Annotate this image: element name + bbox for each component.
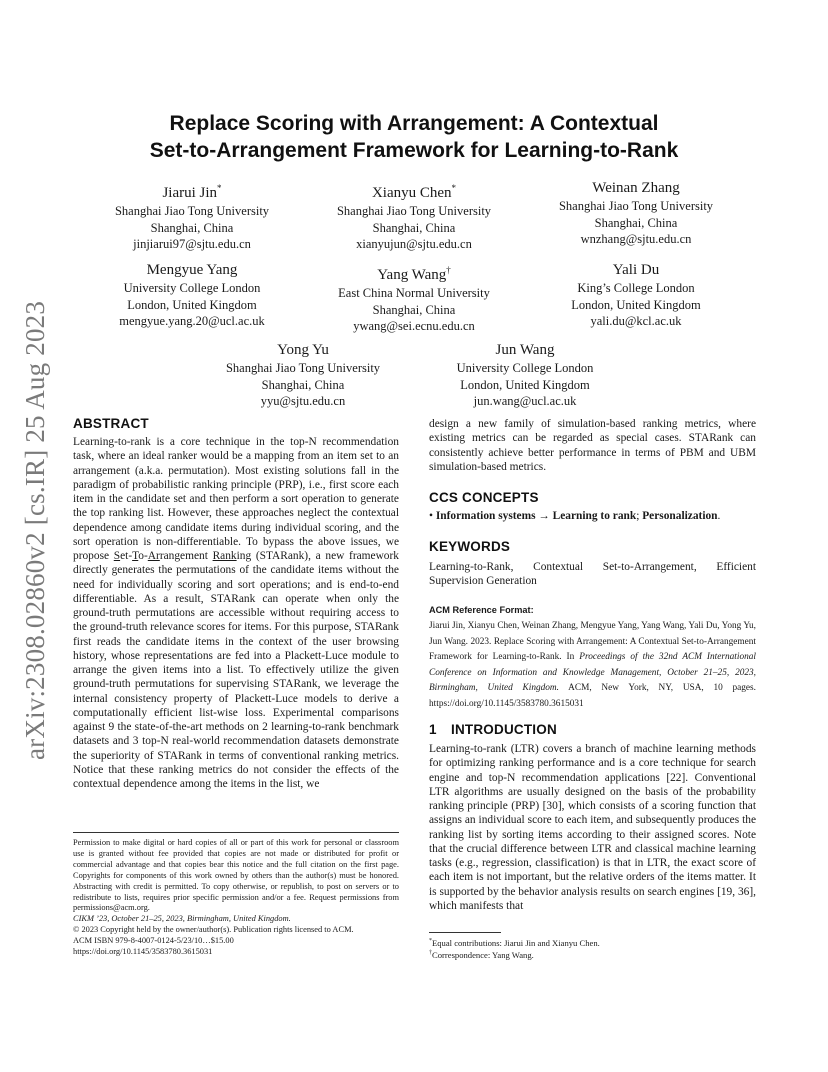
abstract-continued: design a new family of simulation-based ranking metrics, where existing metrics can be regarded as special cases. STARank can consistently achieve better performance in terms of PBM and UBM simulation-based metrics. xyxy=(429,418,756,473)
abstract-heading: ABSTRACT xyxy=(73,416,149,431)
author-name: Jiarui Jin xyxy=(162,185,218,201)
author-location: Shanghai, China xyxy=(261,377,345,392)
author-name: Yali Du xyxy=(612,262,660,278)
author-mark: * xyxy=(451,183,457,193)
keywords-text: Learning-to-Rank, Contextual Set-to-Arrangement, Efficient Supervision Generation xyxy=(429,561,756,588)
author-location: Shanghai, China xyxy=(372,302,456,317)
author-location: Shanghai, China xyxy=(594,215,678,230)
author-affiliation: Shanghai Jiao Tong University xyxy=(225,361,381,375)
author-email[interactable]: xianyujun@sjtu.edu.cn xyxy=(356,237,472,251)
author-affiliation: University College London xyxy=(456,361,594,375)
author-block xyxy=(314,261,514,335)
intro-text: Learning-to-rank (LTR) covers a branch of machine learning methods for optimizing ranking performance and is a core technique for search engine and top-N recommendation applications [22]. Conventional LTR algorithms are usually designed on the basis of the probability ranking principle (PRP) [30], which consists of a scoring function that assigns an individual score to each item, and subsequently produces the ranking list by sorting items according to their assigned scores. Note that the crucial difference between LTR and classical machine learning tasks (e.g., regression, classification) is that in LTR, the exact score of each item is not important, but the relative orders of the items matter. It is supported by the behavior analysis results on search engines [19, 36], which manifests that xyxy=(429,743,756,912)
author-block xyxy=(92,179,292,253)
copyright-line: © 2023 Copyright held by the owner/author(s). Publication rights licensed to ACM. xyxy=(73,925,354,935)
author-mark: † xyxy=(446,265,451,275)
author-name: Weinan Zhang xyxy=(592,180,680,196)
author-affiliation: East China Normal University xyxy=(338,286,490,300)
author-block xyxy=(536,179,736,248)
author-email[interactable]: jinjiarui97@sjtu.edu.cn xyxy=(133,237,251,251)
author-email[interactable]: wnzhang@sjtu.edu.cn xyxy=(580,232,692,246)
acm-ref-text: Jiarui Jin, Xianyu Chen, Weinan Zhang, Mengyue Yang, Yang Wang, Yali Du, Yong Yu, Jun Wang. 2023. Replace Scoring with Arrangement: A Contextual Set-to-Arrangement Framework for Learning-to-Rank. In Proceedings of the 32nd ACM International Conference on Information and Knowledge Management, October 21–25, 2023, Birmingham, United Kingdom. ACM, New York, NY, USA, 10 pages. https://doi.org/10.1145/3583780.3615031 xyxy=(429,621,756,709)
author-name: Yang Wang xyxy=(377,267,447,283)
author-location: Shanghai, China xyxy=(150,220,234,235)
author-affiliation: Shanghai Jiao Tong University xyxy=(336,204,492,218)
title-line-1: Replace Scoring with Arrangement: A Contextual xyxy=(169,112,659,135)
author-affiliation: Shanghai Jiao Tong University xyxy=(114,204,270,218)
author-email[interactable]: ywang@sei.ecnu.edu.cn xyxy=(353,319,475,333)
keywords-heading: KEYWORDS xyxy=(429,539,511,554)
isbn-line: ACM ISBN 979-8-4007-0124-5/23/10…$15.00 xyxy=(73,936,234,946)
ccs-concepts: • Information systems → Learning to rank; Personalization. xyxy=(429,510,721,522)
author-block xyxy=(314,179,514,253)
title-line-2: Set-to-Arrangement Framework for Learning-to-Rank xyxy=(149,139,679,162)
author-affiliation: University College London xyxy=(123,281,261,295)
author-email[interactable]: mengyue.yang.20@ucl.ac.uk xyxy=(119,314,265,328)
author-block xyxy=(425,341,625,410)
author-mark: * xyxy=(217,183,222,193)
author-location: London, United Kingdom xyxy=(127,297,257,312)
author-location: London, United Kingdom xyxy=(460,377,590,392)
author-name: Xianyu Chen xyxy=(371,185,452,201)
author-name: Jun Wang xyxy=(495,342,555,358)
acm-ref-heading: ACM Reference Format: xyxy=(429,605,534,615)
ccs-heading: CCS CONCEPTS xyxy=(429,490,539,505)
author-affiliation: King’s College London xyxy=(577,281,695,295)
author-email[interactable]: yali.du@kcl.ac.uk xyxy=(590,314,682,328)
paper-title xyxy=(100,110,728,164)
footnote-rule xyxy=(73,832,399,833)
intro-heading: 1 INTRODUCTION xyxy=(429,722,557,737)
footnote-equal-contrib: *Equal contributions: Jiarui Jin and Xianyu Chen. xyxy=(429,937,600,948)
conference-line: CIKM ’23, October 21–25, 2023, Birmingham, United Kingdom. xyxy=(73,914,291,924)
abstract-text: Learning-to-rank is a core technique in the top-N recommendation task, where an ideal ranker would be a mapping from an item set to an arrangement (a.k.a. permutation). Most existing solutions fall in the paradigm of probabilistic ranking principle (PRP), i.e., first score each item in the candidate set and then perform a sort operation to generate the top ranking list. However, these approaches neglect the contextual dependence among candidate items during individual scoring, and the sort operation is non-differentiable. To bypass the above issues, we propose Set-To-Arrangement Ranking (STARank), a new framework directly generates the permutations of the candidate items without the need for individually scoring and sort operations; and is end-to-end differentiable. As a result, STARank can operate when only the ground-truth permutations are accessible without requiring access to the ground-truth relevance scores for items. For this purpose, STARank first reads the candidate items in the context of the user browsing history, whose representations are fed into a Plackett-Luce module to arrange the given items into a list. To effectively utilize the given ground-truth permutations for supervising STARank, we leverage the internal consistency property of Plackett-Luce models to derive a computationally efficient list-wise loss. Experimental comparisons against 9 the state-of-the-art methods on 2 learning-to-rank benchmark datasets and 3 top-N real-world recommendation datasets demonstrate the superiority of STARank in terms of conventional ranking metrics. Notice that these ranking metrics do not consider the effects of the contextual dependence among the items in the list, we xyxy=(73,436,399,790)
author-location: Shanghai, China xyxy=(372,220,456,235)
author-name: Yong Yu xyxy=(277,342,329,358)
footnote-rule xyxy=(429,932,501,933)
author-name: Mengyue Yang xyxy=(146,262,238,278)
footnote-correspondence: †Correspondence: Yang Wang. xyxy=(429,949,534,960)
author-block xyxy=(203,341,403,410)
author-email[interactable]: yyu@sjtu.edu.cn xyxy=(260,394,346,408)
author-email[interactable]: jun.wang@ucl.ac.uk xyxy=(473,394,577,408)
author-block xyxy=(536,261,736,330)
arxiv-stamp: arXiv:2308.02860v2 [cs.IR] 25 Aug 2023 xyxy=(20,300,50,760)
author-affiliation: Shanghai Jiao Tong University xyxy=(558,199,714,213)
author-block xyxy=(92,261,292,330)
permission-text: Permission to make digital or hard copies of all or part of this work for personal or classroom use is granted without fee provided that copies are not made or distributed for profit or commercial advantage and that copies bear this notice and the full citation on the first page. Copyrights for components of this work owned by others than the author(s) must be honored. Abstracting with credit is permitted. To copy otherwise, or republish, to post on servers or to redistribute to lists, requires prior specific permission and/or a fee. Request permissions from permissions@acm.org. xyxy=(73,838,399,913)
permission-notice xyxy=(73,838,399,958)
author-location: London, United Kingdom xyxy=(571,297,701,312)
doi-link[interactable]: https://doi.org/10.1145/3583780.3615031 xyxy=(73,947,213,957)
